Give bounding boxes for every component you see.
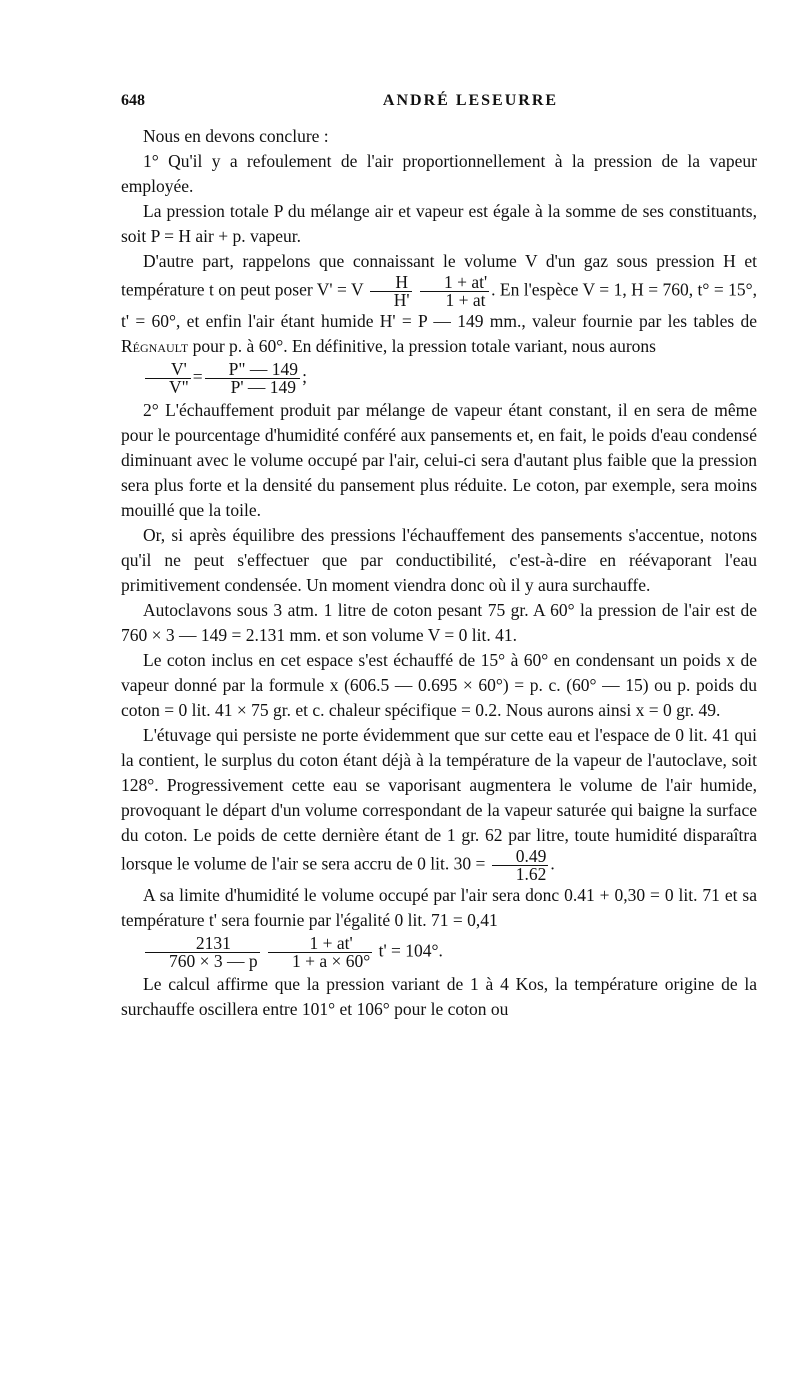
- fraction-numerator: 2131: [145, 935, 260, 953]
- page-number: 648: [121, 92, 145, 109]
- fraction-h-over-h-prime: [370, 274, 412, 309]
- equation-result: t' = 104°.: [378, 940, 443, 961]
- fraction-numerator: H: [370, 274, 412, 292]
- body-text: [121, 124, 757, 1022]
- fraction-temperature-ratio: [420, 274, 489, 309]
- fraction-denominator: P' — 149: [230, 377, 297, 397]
- author-name-regnault: Régnault: [121, 336, 189, 356]
- volume-pressure-equation: [121, 361, 757, 396]
- running-title: ANDRÉ LESEURRE: [382, 92, 559, 109]
- fraction-numerator: P" — 149: [205, 361, 300, 379]
- paragraph-7: Autoclavons sous 3 atm. 1 litre de coton pesant 75 gr. A 60° la pression de l'air est de 760 × 3 — 149 = 2.131 mm. et son volume V = 0 lit. 41.: [121, 600, 757, 645]
- fraction-denominator: 760 × 3 — p: [169, 951, 258, 971]
- equation-end: ;: [302, 366, 307, 387]
- paragraph-11: Le calcul affirme que la pression variant de 1 à 4 Kos, la température origine de la surchauffe oscillera entre 101° et 106° pour le coton ou: [121, 974, 757, 1019]
- fraction-denominator: H': [393, 290, 410, 310]
- fraction-denominator: 1 + a × 60°: [292, 951, 371, 971]
- paragraph-4-text-a: D'autre part, rappelons que connaissant le volume V d'un gaz sous pression H et température t on peut poser V' = V: [121, 251, 757, 300]
- paragraph-4-text-b: . En l'espèce V = 1, H = 760, t° = 15°, t' = 60°, et enfin l'air étant humide H' = P — 149 mm., valeur fournie par les tables de: [121, 279, 758, 331]
- fraction-expansion: [268, 935, 372, 970]
- paragraph-10: [121, 883, 757, 970]
- page-header: [121, 92, 760, 114]
- paragraph-2: 1° Qu'il y a refoulement de l'air proportionnellement à la pression de la vapeur employée.: [121, 151, 757, 196]
- paragraph-4: [121, 249, 757, 396]
- paragraph-1: Nous en devons conclure :: [143, 126, 329, 146]
- paragraph-8: Le coton inclus en cet espace s'est échauffé de 15° à 60° en condensant un poids x de vapeur donné par la formule x (606.5 — 0.695 × 60°) = p. c. (60° — 15) ou p. poids du coton = 0 lit. 41 × 75 gr. et c. chaleur spécifique = 0.2. Nous aurons ainsi x = 0 gr. 49.: [121, 650, 757, 720]
- temperature-equation: [121, 935, 757, 970]
- fraction-denominator: 1 + at: [445, 290, 486, 310]
- fraction-volume-increase: [492, 848, 549, 883]
- paragraph-4-text-c: pour p. à 60°. En définitive, la pression totale variant, nous aurons: [192, 336, 656, 356]
- fraction-pressure-2131: [145, 935, 260, 970]
- fraction-numerator: V': [145, 361, 191, 379]
- paragraph-9: [121, 723, 757, 883]
- paragraph-3: La pression totale P du mélange air et vapeur est égale à la somme de ses constituants, soit P = H air + p. vapeur.: [121, 201, 757, 246]
- fraction-numerator: 0.49: [492, 848, 549, 866]
- fraction-denominator: V": [169, 377, 189, 397]
- paragraph-9-end: .: [550, 853, 555, 874]
- paragraph-5: 2° L'échauffement produit par mélange de vapeur étant constant, il en sera de même pour le pourcentage d'humidité conféré aux pansements et, en fait, le poids d'eau condensé diminuant avec le volume occupé par l'air, celui-ci sera d'autant plus faible que la pression sera plus forte et la densité du pansement plus réduite. Le coton, par exemple, sera moins mouillé que la toile.: [121, 400, 757, 520]
- fraction-volume-ratio: [145, 361, 191, 396]
- fraction-denominator: 1.62: [515, 864, 547, 884]
- paragraph-6: Or, si après équilibre des pressions l'échauffement des pansements s'accentue, notons qu'il ne peut s'effectuer que par conductibilité, c'est-à-dire en réévaporant l'eau primitivement condensée. Un moment viendra donc où il y aura surchauffe.: [121, 525, 757, 595]
- fraction-numerator: 1 + at': [420, 274, 489, 292]
- fraction-numerator: 1 + at': [268, 935, 372, 953]
- fraction-pressure-ratio: [205, 361, 300, 396]
- paragraph-9-text: L'étuvage qui persiste ne porte évidemment que sur cette eau et l'espace de 0 lit. 41 qui la contient, le surplus du coton étant déjà à la température de la vapeur de l'autoclave, soit 128°. Progressivement cette eau se vaporisant augmentera le volume de l'air humide, provoquant le départ d'un volume correspondant de la vapeur saturée qui baigne la surface du coton. Le poids de cette dernière étant de 1 gr. 62 par litre, toute humidité disparaîtra lorsque le volume de l'air se sera accru de 0 lit. 30 =: [121, 725, 757, 874]
- equals-sign: =: [192, 366, 203, 387]
- paragraph-10-text: A sa limite d'humidité le volume occupé par l'air sera donc 0.41 + 0,30 = 0 lit. 71 et sa température t' sera fournie par l'égalité 0 lit. 71 = 0,41: [121, 885, 757, 930]
